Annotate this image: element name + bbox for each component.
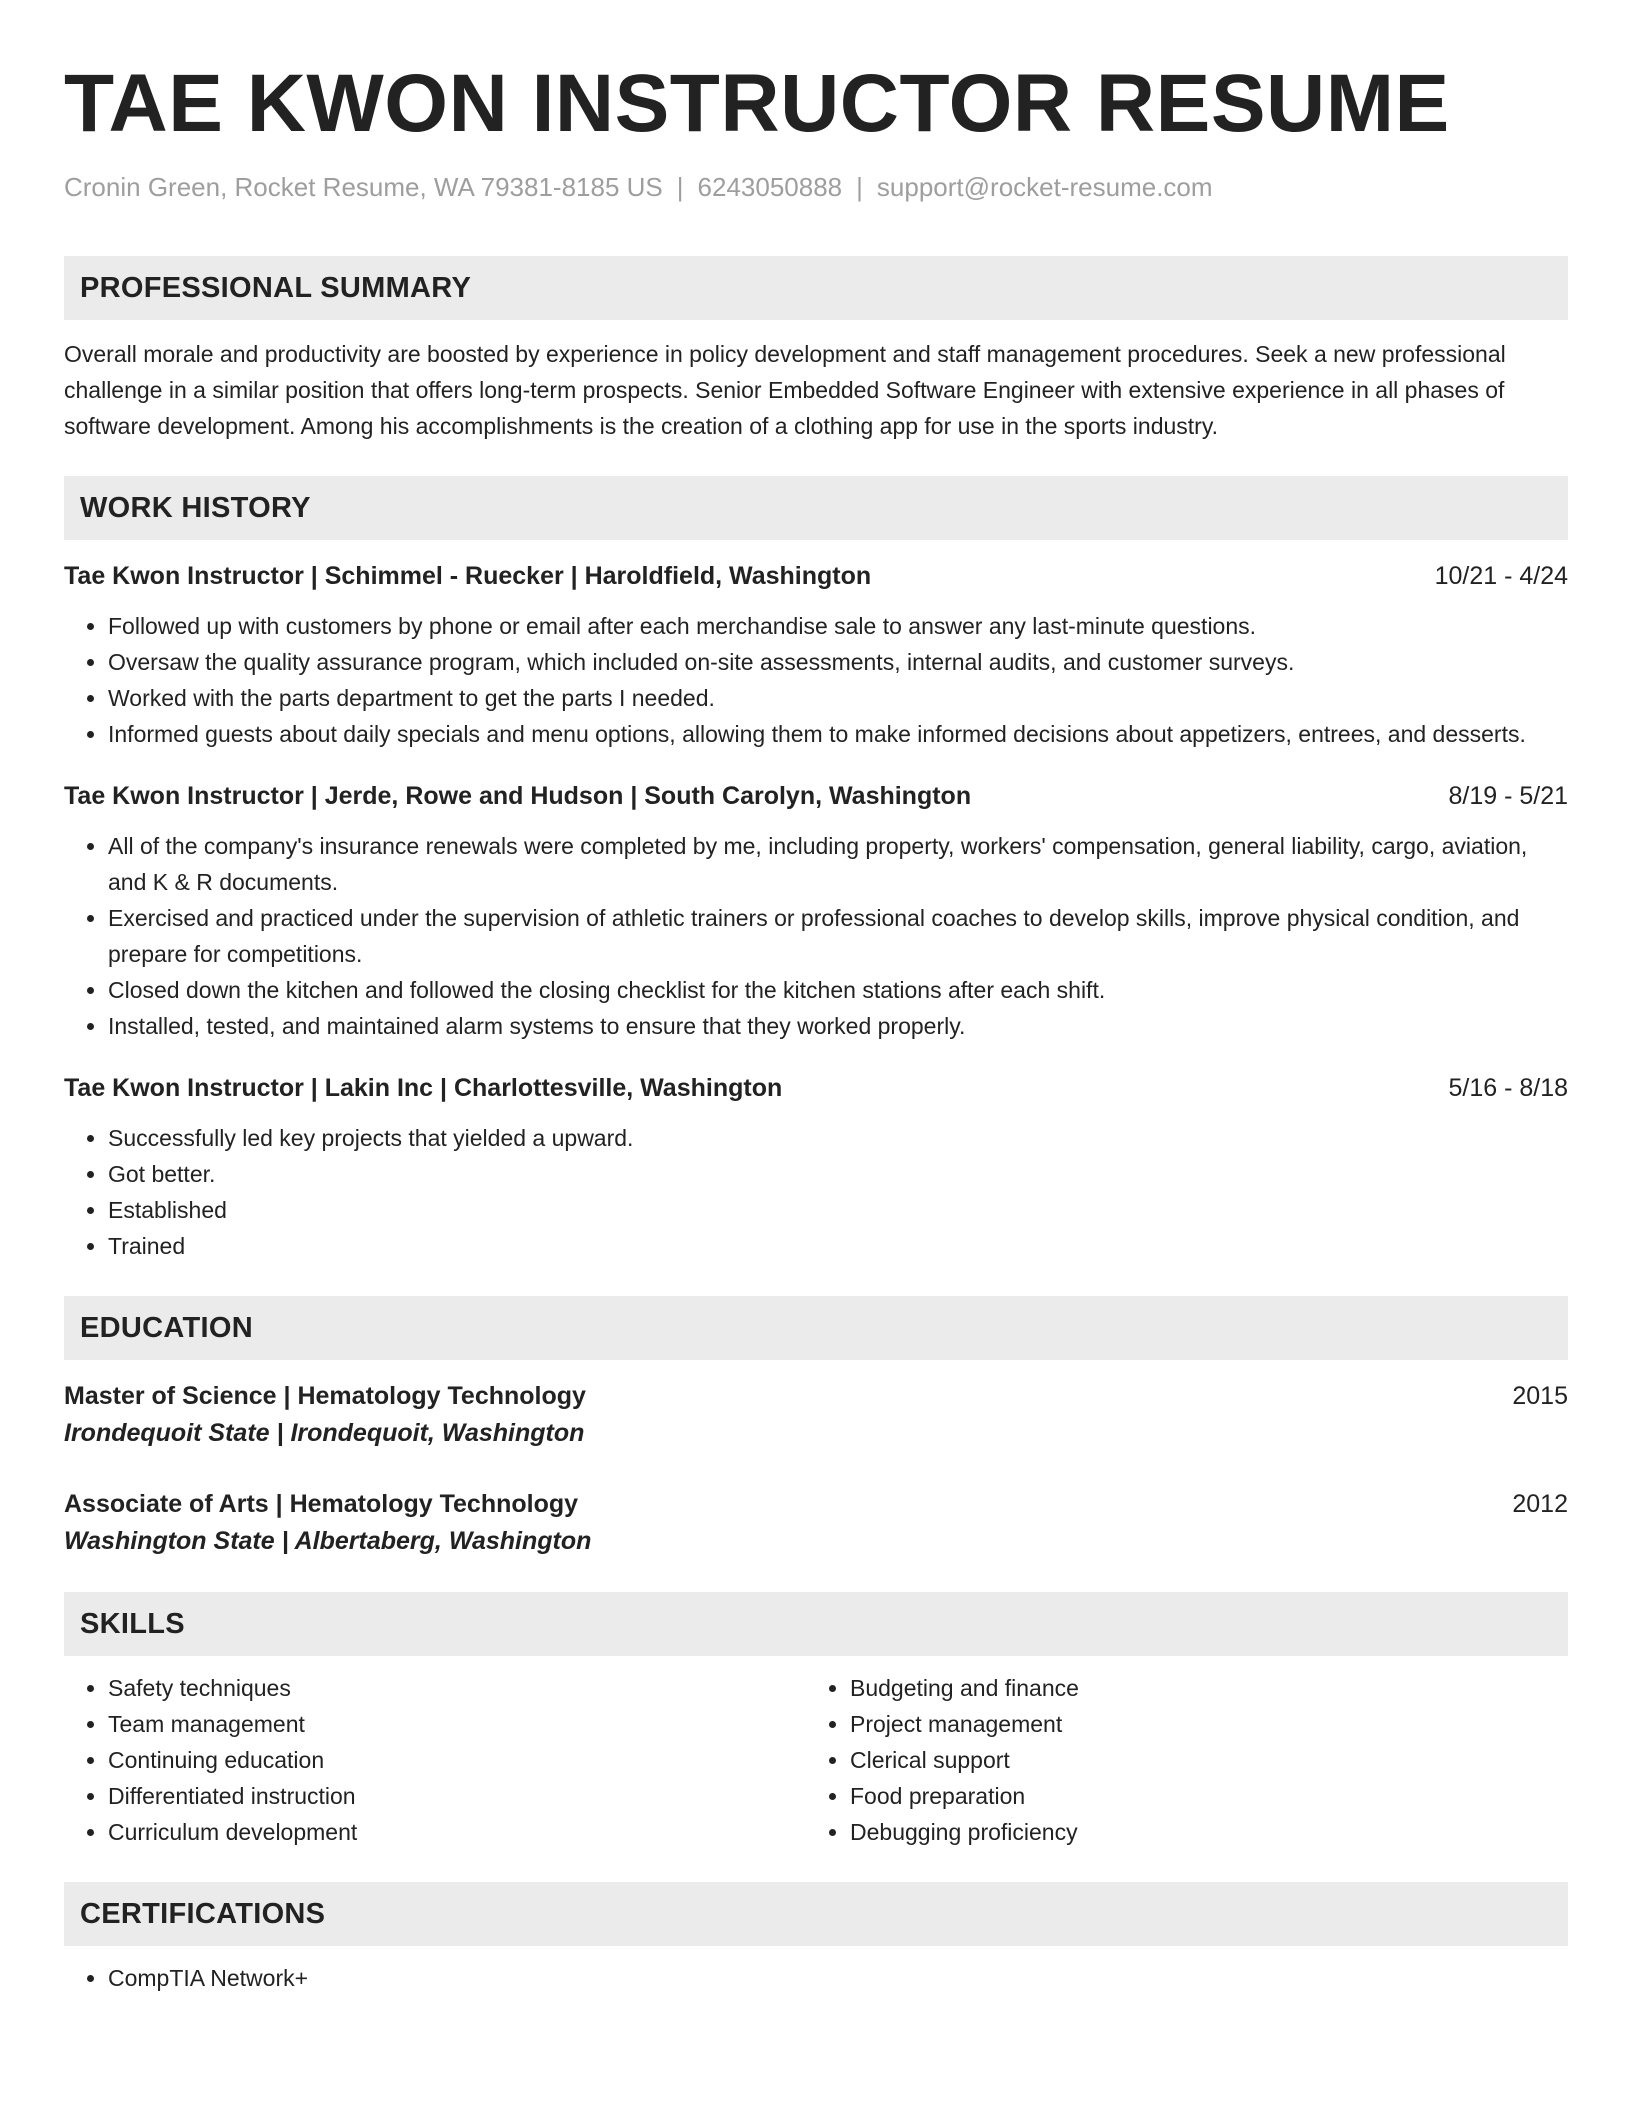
job-bullet: • Trained xyxy=(108,1228,1568,1264)
job-bullet: • Installed, tested, and maintained alarm systems to ensure that they worked properly. xyxy=(108,1008,1568,1044)
skill-item: • Continuing education xyxy=(108,1742,806,1778)
section-header-education xyxy=(64,1296,1568,1360)
job-title: Tae Kwon Instructor | Lakin Inc | Charlottesville, Washington xyxy=(64,1074,783,1102)
job-bullet: • Oversaw the quality assurance program, which included on-site assessments, internal audits, and customer surveys. xyxy=(108,644,1568,680)
section-header-summary xyxy=(64,256,1568,320)
section-heading: SKILLS xyxy=(80,1607,185,1640)
job-bullet: • Closed down the kitchen and followed the closing checklist for the kitchen stations after each shift. xyxy=(108,972,1568,1008)
skills-list xyxy=(64,1670,1568,1850)
education-entry xyxy=(64,1378,1568,1452)
education-year: 2012 xyxy=(1512,1490,1568,1518)
job-title: Tae Kwon Instructor | Schimmel - Ruecker | Haroldfield, Washington xyxy=(64,562,872,590)
job-bullets xyxy=(64,608,1568,752)
education-year: 2015 xyxy=(1512,1382,1568,1410)
job-dates: 5/16 - 8/18 xyxy=(1448,1074,1568,1102)
contact-separator: | xyxy=(676,172,684,202)
education-entry xyxy=(64,1486,1568,1560)
skill-item: • Food preparation xyxy=(850,1778,1566,1814)
skills-column-left xyxy=(64,1670,806,1850)
education-header xyxy=(64,1486,1568,1522)
education-header xyxy=(64,1378,1568,1414)
skill-item: • Team management xyxy=(108,1706,806,1742)
school-name: Washington State | Albertaberg, Washington xyxy=(64,1527,592,1555)
job-bullets xyxy=(64,828,1568,1044)
degree-title: Associate of Arts | Hematology Technology xyxy=(64,1490,579,1518)
job-bullet: • Successfully led key projects that yielded a upward. xyxy=(108,1120,1568,1156)
job-bullet: • Got better. xyxy=(108,1156,1568,1192)
job-title: Tae Kwon Instructor | Jerde, Rowe and Hudson | South Carolyn, Washington xyxy=(64,782,972,810)
skill-item: • Debugging proficiency xyxy=(850,1814,1566,1850)
degree-title: Master of Science | Hematology Technology xyxy=(64,1382,586,1410)
section-heading: PROFESSIONAL SUMMARY xyxy=(80,271,472,304)
job-dates: 10/21 - 4/24 xyxy=(1434,562,1568,590)
skill-item: • Budgeting and finance xyxy=(850,1670,1566,1706)
skill-item: • Clerical support xyxy=(850,1742,1566,1778)
job-bullets xyxy=(64,1120,1568,1264)
skill-item: • Safety techniques xyxy=(108,1670,806,1706)
job-header xyxy=(64,778,1568,814)
job-entry xyxy=(64,558,1568,752)
contact-line xyxy=(64,170,1568,204)
section-heading: EDUCATION xyxy=(80,1311,253,1344)
skill-item: • Project management xyxy=(850,1706,1566,1742)
job-entry xyxy=(64,778,1568,1044)
section-header-certifications xyxy=(64,1882,1568,1946)
job-dates: 8/19 - 5/21 xyxy=(1448,782,1568,810)
job-bullet: • All of the company's insurance renewals were completed by me, including property, workers' compensation, general liability, cargo, aviation, and K & R documents. xyxy=(108,828,1568,900)
contact-address: Cronin Green, Rocket Resume, WA 79381-8185 US xyxy=(64,172,663,202)
job-entry xyxy=(64,1070,1568,1264)
contact-email: support@rocket-resume.com xyxy=(876,172,1213,202)
school-name: Irondequoit State | Irondequoit, Washington xyxy=(64,1419,585,1447)
section-heading: WORK HISTORY xyxy=(80,491,311,524)
skills-column-right xyxy=(806,1670,1566,1850)
job-bullet: • Followed up with customers by phone or email after each merchandise sale to answer any last-minute questions. xyxy=(108,608,1568,644)
job-bullet: • Informed guests about daily specials and menu options, allowing them to make informed decisions about appetizers, entrees, and desserts. xyxy=(108,716,1568,752)
section-header-skills xyxy=(64,1592,1568,1656)
contact-separator: | xyxy=(856,172,863,202)
resume-title: TAE KWON INSTRUCTOR RESUME xyxy=(64,58,1450,149)
job-header xyxy=(64,1070,1568,1106)
job-bullet: • Exercised and practiced under the supervision of athletic trainers or professional coaches to develop skills, improve physical condition, and prepare for competitions. xyxy=(108,900,1568,972)
skill-item: • Differentiated instruction xyxy=(108,1778,806,1814)
skill-item: • Curriculum development xyxy=(108,1814,806,1850)
job-bullet: • Worked with the parts department to get the parts I needed. xyxy=(108,680,1568,716)
certification-item: • CompTIA Network+ xyxy=(108,1960,1568,1996)
section-header-work-history xyxy=(64,476,1568,540)
certifications-list xyxy=(64,1960,1568,1996)
contact-phone: 6243050888 xyxy=(697,172,843,202)
summary-text: Overall morale and productivity are boosted by experience in policy development and staff management procedures. Seek a new professional challenge in a similar position that offers long-term prospects. Senior Embedded Software Engineer with extensive experience in all phases of software development. Among his accomplishments is the creation of a clothing app for use in the sports industry. xyxy=(64,341,1506,439)
job-header xyxy=(64,558,1568,594)
job-bullet: • Established xyxy=(108,1192,1568,1228)
section-heading: CERTIFICATIONS xyxy=(80,1897,326,1930)
